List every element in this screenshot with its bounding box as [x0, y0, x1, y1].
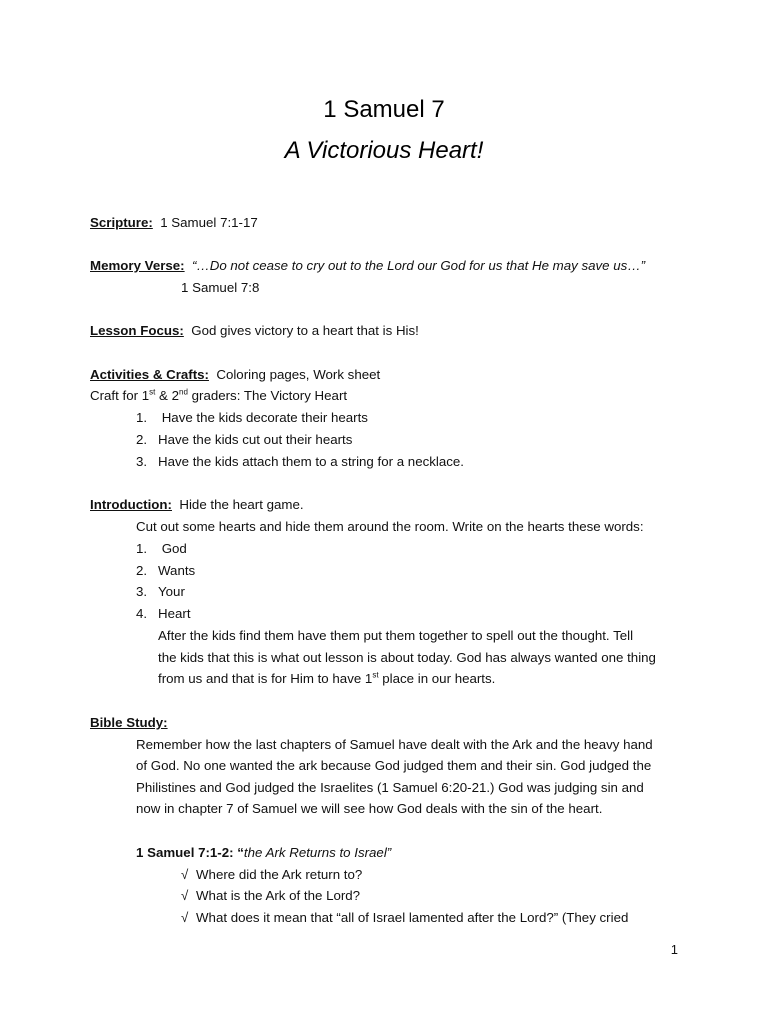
bible-study-paragraph-line: of God. No one wanted the ark because God judged them and their sin. God judged the	[136, 758, 652, 773]
intro-word-text: Your	[158, 584, 185, 599]
craft-step-number: 1.	[136, 410, 148, 425]
question-text: Where did the Ark return to?	[196, 867, 363, 882]
craft-step-text: Have the kids cut out their hearts	[158, 432, 353, 447]
craft-step	[136, 453, 464, 471]
memory-verse-reference: 1 Samuel 7:8	[181, 280, 260, 295]
introduction-label: Introduction:	[90, 497, 172, 512]
craft-step-number: 3.	[136, 454, 148, 469]
section-heading	[136, 844, 391, 862]
scripture-line	[90, 214, 258, 232]
bible-study-paragraph-line: Remember how the last chapters of Samuel have dealt with the Ark and the heavy hand	[136, 737, 653, 752]
craft-line	[90, 387, 347, 405]
craft-step	[136, 431, 352, 449]
craft-text-start: Craft for 1	[90, 388, 150, 403]
intro-word	[136, 540, 187, 558]
check-mark-icon: √	[181, 888, 189, 903]
memory-verse-line	[90, 257, 645, 275]
scripture-label: Scripture:	[90, 215, 153, 230]
bible-study-paragraph-line: now in chapter 7 of Samuel we will see how God deals with the sin of the heart.	[136, 801, 603, 816]
introduction-paragraph-line: the kids that this is what out lesson is about today. God has always wanted one thing	[158, 650, 656, 665]
intro-word-text: Heart	[158, 606, 191, 621]
introduction-line	[90, 496, 304, 514]
lesson-focus-text: God gives victory to a heart that is His!	[191, 323, 419, 338]
question-item	[181, 887, 360, 905]
craft-step-number: 2.	[136, 432, 148, 447]
section-title: the Ark Returns to Israel”	[243, 845, 392, 860]
craft-step-text: Have the kids attach them to a string for a necklace.	[158, 454, 464, 469]
activities-line	[90, 366, 380, 384]
page-number: 1	[670, 942, 678, 957]
intro-word	[136, 605, 191, 623]
intro-word-text: Wants	[158, 563, 196, 578]
introduction-instruction: Cut out some hearts and hide them around the room. Write on the hearts these words:	[136, 519, 644, 534]
craft-text-end: graders: The Victory Heart	[187, 388, 348, 403]
question-text: What is the Ark of the Lord?	[196, 888, 361, 903]
craft-step-text: Have the kids decorate their hearts	[158, 410, 368, 425]
lesson-focus-line	[90, 322, 419, 340]
introduction-paragraph-line	[158, 670, 495, 688]
memory-verse-label: Memory Verse:	[90, 258, 185, 273]
intro-para-text-start: from us and that is for Him to have 1	[158, 671, 373, 686]
check-mark-icon: √	[181, 910, 189, 925]
craft-step	[136, 409, 368, 427]
intro-word-number: 1.	[136, 541, 148, 556]
lesson-focus-label: Lesson Focus:	[90, 323, 184, 338]
intro-para-sup: st	[372, 670, 379, 680]
intro-word	[136, 583, 185, 601]
page-title: 1 Samuel 7	[323, 96, 445, 123]
bible-study-paragraph-line: Philistines and God judged the Israelites (1 Samuel 6:20-21.) God was judging sin and	[136, 780, 644, 795]
question-text: What does it mean that “all of Israel lamented after the Lord?” (They cried	[196, 910, 629, 925]
craft-sup-second: nd	[179, 387, 188, 397]
intro-word-number: 2.	[136, 563, 148, 578]
craft-text-mid: & 2	[155, 388, 180, 403]
bible-study-label: Bible Study:	[90, 715, 168, 730]
activities-text: Coloring pages, Work sheet	[216, 367, 381, 382]
question-item	[181, 909, 628, 927]
check-mark-icon: √	[181, 867, 189, 882]
question-item	[181, 866, 362, 884]
craft-sup-first: st	[149, 387, 156, 397]
memory-verse-text: “…Do not cease to cry out to the Lord our God for us that He may save us…”	[192, 258, 646, 273]
intro-word-number: 4.	[136, 606, 148, 621]
intro-word	[136, 562, 195, 580]
section-reference: 1 Samuel 7:1-2: “	[136, 845, 244, 860]
introduction-text: Hide the heart game.	[179, 497, 304, 512]
activities-label: Activities & Crafts:	[90, 367, 209, 382]
introduction-paragraph-line: After the kids find them have them put them together to spell out the thought. Tell	[158, 628, 634, 643]
page-subtitle: A Victorious Heart!	[284, 137, 484, 164]
intro-word-number: 3.	[136, 584, 148, 599]
intro-word-text: God	[158, 541, 187, 556]
scripture-text: 1 Samuel 7:1-17	[160, 215, 258, 230]
intro-para-text-end: place in our hearts.	[378, 671, 496, 686]
